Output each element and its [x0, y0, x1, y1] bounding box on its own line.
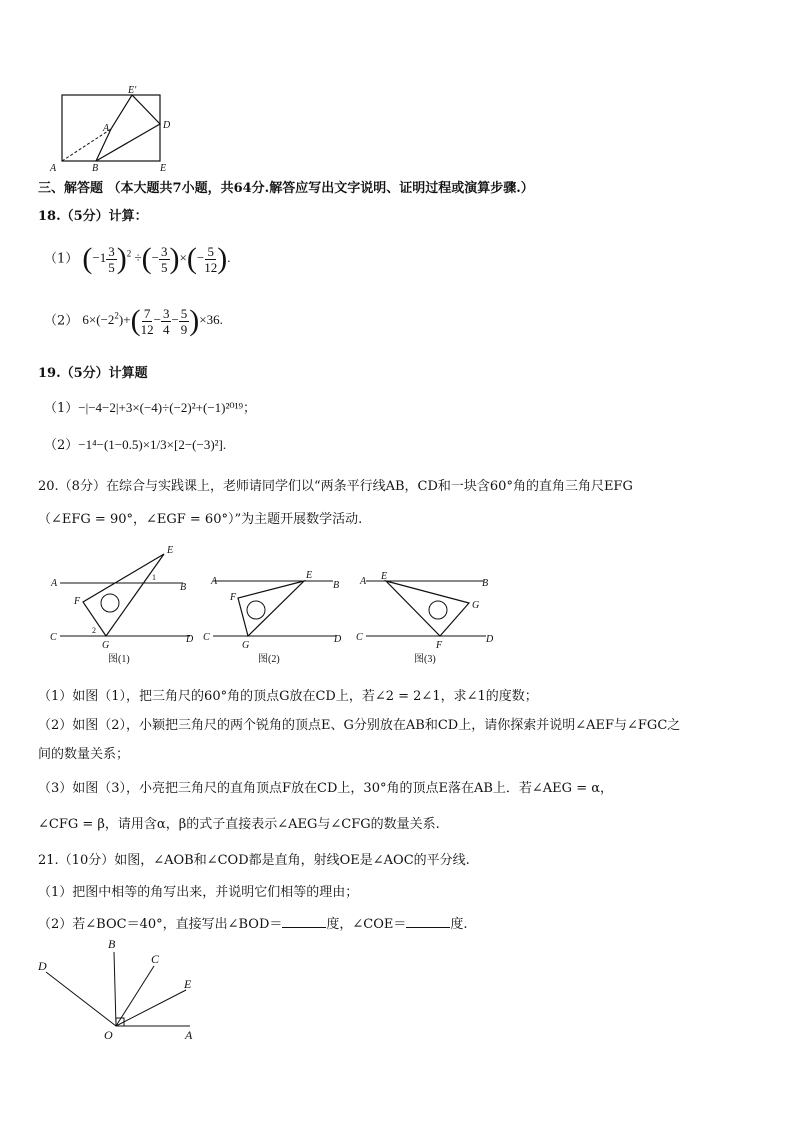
caption-fig2: 图(2) — [258, 654, 280, 665]
svg-text:G: G — [472, 600, 480, 611]
label-E-prime: E' — [128, 85, 137, 96]
q20-line2: （∠EFG = 90°，∠EGF = 60°）”为主题开展数学活动. — [38, 512, 363, 527]
svg-text:D: D — [38, 959, 47, 973]
svg-text:O: O — [104, 1028, 113, 1042]
q18-title: 18.（5分）计算： — [38, 209, 148, 224]
svg-text:D: D — [186, 634, 194, 645]
svg-text:C: C — [50, 632, 57, 643]
section-heading: 三、解答题 （本大题共7小题，共64分.解答应写出文字说明、证明过程或演算步骤.） — [38, 181, 534, 196]
svg-text:A: A — [185, 1028, 193, 1042]
answer-blank-bod[interactable] — [282, 915, 326, 928]
label-A-inner: A — [103, 123, 110, 134]
svg-text:2: 2 — [92, 626, 96, 635]
svg-text:E: E — [184, 977, 192, 991]
caption-fig1: 图(1) — [108, 654, 130, 665]
svg-text:E: E — [306, 570, 313, 581]
q21-sub2: （2）若∠BOC＝40°，直接写出∠BOD＝ 度，∠COE＝ 度. — [38, 917, 468, 932]
q20-sub2b: 间的数量关系； — [38, 747, 130, 762]
q18-p2-label: （2） — [44, 313, 79, 329]
q20-line1: 20.（8分）在综合与实践课上，老师请同学们以“两条平行线AB，CD和一块含60°角的直角三角尺EFG — [38, 479, 633, 494]
svg-text:G: G — [102, 640, 110, 651]
q21-line1: 21.（10分）如图，∠AOB和∠COD都是直角，射线OE是∠AOC的平分线. — [38, 853, 470, 868]
svg-text:C: C — [203, 632, 210, 643]
q20-sub1: （1）如图（1），把三角尺的60°角的顶点G放在CD上，若∠2 = 2∠1，求∠1的度数； — [38, 689, 538, 704]
label-B: B — [92, 163, 99, 174]
q20-sub2a: （2）如图（2），小颖把三角尺的两个锐角的顶点E、G分别放在AB和CD上，请你探索并说明∠AEF与∠FGC之 — [38, 718, 681, 733]
q21-sub1: （1）把图中相等的角写出来，并说明它们相等的理由； — [38, 885, 359, 900]
answer-blank-coe[interactable] — [406, 915, 450, 928]
svg-text:A: A — [51, 578, 58, 589]
svg-text:1: 1 — [152, 573, 156, 582]
svg-text:C: C — [356, 632, 363, 643]
q20-sub3a: （3）如图（3），小亮把三角尺的直角顶点F放在CD上，30°角的顶点E落在AB上．若∠AEG = α， — [38, 781, 613, 796]
svg-text:B: B — [108, 937, 116, 951]
q18-part1: （1） (−1 $\frac{3}{5}$ )$^2$ ÷(− $\frac{3}{5}$ )×(− $\frac{5}{12}$ ). — [44, 242, 231, 276]
svg-text:F: F — [74, 596, 81, 607]
svg-text:B: B — [333, 580, 340, 591]
q18-part2: （2） $6\times(-2^2)+$( $\frac{7}{12}$ − $\frac{3}{4}$ − $\frac{5}{9}$ )×36. — [44, 304, 223, 338]
svg-text:B: B — [482, 578, 489, 589]
q20-figures — [48, 540, 508, 670]
svg-text:E: E — [381, 571, 388, 582]
caption-fig3: 图(3) — [414, 654, 436, 665]
svg-text:B: B — [180, 582, 187, 593]
svg-text:F: F — [230, 592, 237, 603]
label-E: E — [160, 163, 167, 174]
svg-text:A: A — [360, 576, 367, 587]
svg-text:A: A — [211, 576, 218, 587]
q21-figure — [30, 936, 210, 1046]
svg-text:D: D — [334, 634, 342, 645]
svg-text:D: D — [486, 634, 494, 645]
q18-p1-label: （1） — [44, 251, 79, 267]
q19-p1-text: −|−4−2|+3×(−4)÷(−2)²+(−1)²⁰¹⁹； — [78, 400, 257, 415]
q19-part1: （1）−|−4−2|+3×(−4)÷(−2)²+(−1)²⁰¹⁹； — [44, 400, 257, 416]
svg-text:G: G — [242, 640, 250, 651]
label-A: A — [50, 163, 57, 174]
q19-part2: （2）−1⁴−(1−0.5)×1/3×[2−(−3)²]. — [44, 437, 227, 453]
svg-text:F: F — [436, 640, 443, 651]
q20-sub3b: ∠CFG = β，请用含α，β的式子直接表示∠AEG与∠CFG的数量关系. — [38, 817, 440, 832]
q19-title: 19.（5分）计算题 — [38, 366, 148, 381]
svg-text:C: C — [151, 952, 160, 966]
q19-p2-text: −1⁴−(1−0.5)×1/3×[2−(−3)²]. — [78, 437, 227, 452]
svg-text:E: E — [167, 545, 174, 556]
top-figure — [48, 84, 188, 174]
label-D: D — [163, 120, 171, 131]
